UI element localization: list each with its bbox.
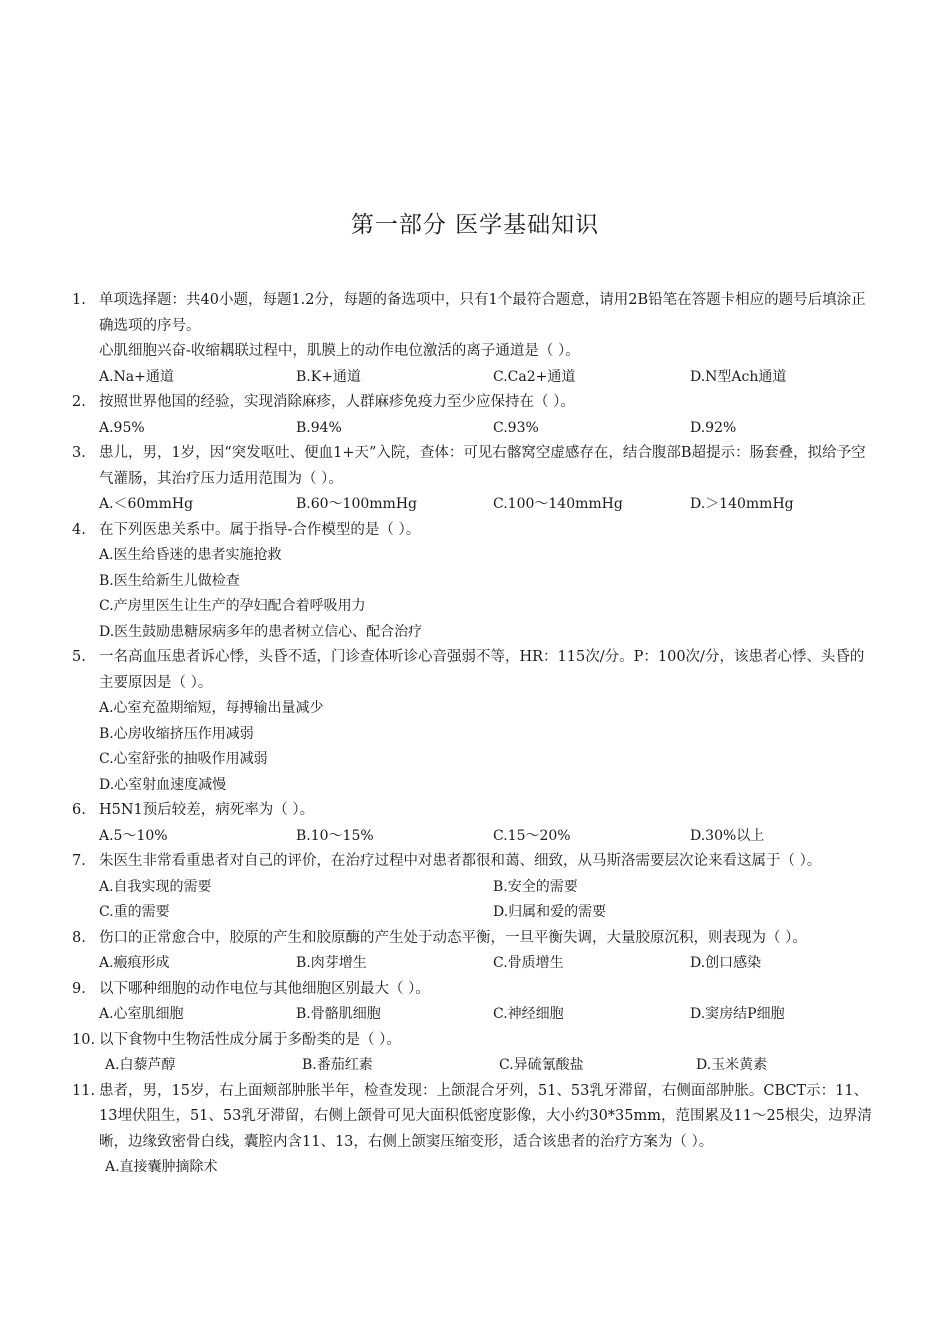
question-stem: 患者，男，15岁，右上面颊部肿胀半年，检查发现：上颌混合牙列，51、53乳牙滞留，右侧面部肿胀。CBCT示：11、13埋伏阻生，51、53乳牙滞留，右侧上颌骨可见大面积低密度影像，大小约30*35mm，范围累及11～25根尖，边界清晰，边缘致密骨白线，囊腔内含11、13，右侧上颌窦压缩变形，适合该患者的治疗方案为（ ）。 — [99, 1082, 872, 1150]
option-c[interactable]: C.心室舒张的抽吸作用减弱 — [99, 751, 268, 767]
option-b[interactable]: B.10～15% — [296, 827, 374, 844]
option-a[interactable]: A.5～10% — [99, 827, 168, 844]
question-number: 5. — [72, 649, 86, 665]
question-11 — [0, 1079, 950, 1181]
question-stem: 在下列医患关系中。属于指导-合作模型的是（ ）。 — [99, 521, 421, 538]
option-b[interactable]: B.安全的需要 — [493, 878, 578, 895]
option-a[interactable]: A.瘢痕形成 — [99, 955, 170, 971]
options-row — [99, 951, 872, 977]
options-row — [99, 875, 872, 901]
option-c[interactable]: C.神经细胞 — [493, 1006, 564, 1022]
options-row — [99, 1002, 872, 1028]
option-b[interactable]: B.番茄红素 — [302, 1057, 373, 1073]
option-a[interactable]: A.＜60mmHg — [99, 496, 194, 512]
option-a[interactable]: A.自我实现的需要 — [99, 878, 212, 895]
question-stem: 按照世界他国的经验，实现消除麻疹，人群麻疹免疫力至少应保持在（ ）。 — [99, 394, 575, 410]
option-c[interactable]: C.重的需要 — [99, 904, 170, 920]
option-a[interactable]: A.直接囊肿摘除术 — [105, 1159, 218, 1175]
question-number: 4. — [72, 521, 86, 538]
question-stem: 单项选择题：共40小题，每题1.2分，每题的备选项中，只有1个最符合题意，请用2B铅笔在答题卡相应的题号后填涂正确选项的序号。 — [99, 292, 866, 334]
option-d[interactable]: D.92% — [690, 419, 737, 436]
question-stem: 伤口的正常愈合中，胶原的产生和胶原酶的产生处于动态平衡，一旦平衡失调，大量胶原沉积，则表现为（ ）。 — [99, 929, 807, 946]
option-b[interactable]: B.肉芽增生 — [296, 955, 367, 971]
option-b[interactable]: B.骨骼肌细胞 — [296, 1006, 381, 1022]
options-row — [99, 900, 872, 926]
question-1 — [0, 288, 950, 390]
option-b[interactable]: B.K+通道 — [296, 368, 361, 385]
question-list — [0, 288, 950, 1181]
question-9 — [0, 977, 950, 1028]
question-number: 2. — [72, 394, 86, 410]
option-d[interactable]: D.创口感染 — [690, 955, 762, 971]
options-row — [99, 365, 872, 391]
option-d[interactable]: D.窦房结P细胞 — [690, 1006, 785, 1022]
option-a[interactable]: A.心室充盈期缩短，每搏输出量减少 — [99, 700, 324, 716]
option-a[interactable]: A.白藜芦醇 — [105, 1057, 176, 1073]
question-7 — [0, 849, 950, 926]
question-stem: 一名高血压患者诉心悸，头昏不适，门诊查体听诊心音强弱不等，HR：115次/分。P：100次/分，该患者心悸、头昏的主要原因是（ ）。 — [99, 649, 865, 691]
options-row — [99, 492, 872, 518]
options-row — [99, 824, 872, 850]
question-6 — [0, 798, 950, 849]
question-4 — [0, 518, 950, 646]
question-number: 10. — [72, 1031, 96, 1048]
question-number: 1. — [72, 292, 86, 308]
option-b[interactable]: B.94% — [296, 419, 342, 436]
question-number: 8. — [72, 929, 86, 946]
option-d[interactable]: D.玉米黄素 — [696, 1057, 768, 1073]
option-d[interactable]: D.心室射血速度减慢 — [99, 776, 227, 793]
question-number: 11. — [72, 1082, 96, 1099]
question-stem: 心肌细胞兴奋-收缩耦联过程中，肌膜上的动作电位激活的离子通道是（ ）。 — [99, 343, 580, 359]
option-d[interactable]: D.归属和爱的需要 — [493, 904, 607, 920]
question-stem: 以下食物中生物活性成分属于多酚类的是（ ）。 — [99, 1031, 401, 1048]
question-number: 3. — [72, 445, 86, 461]
question-8 — [0, 926, 950, 977]
option-b[interactable]: B.医生给新生儿做检查 — [99, 572, 240, 589]
option-c[interactable]: C.产房里医生让生产的孕妇配合着呼吸用力 — [99, 598, 366, 614]
question-3 — [0, 441, 950, 518]
option-c[interactable]: C.15～20% — [493, 827, 571, 844]
option-c[interactable]: C.100～140mmHg — [493, 496, 623, 512]
question-2 — [0, 390, 950, 441]
option-a[interactable]: A.心室肌细胞 — [99, 1006, 184, 1022]
option-c[interactable]: C.骨质增生 — [493, 955, 564, 971]
page-title: 第一部分 医学基础知识 — [350, 212, 600, 238]
option-d[interactable]: D.＞140mmHg — [690, 496, 794, 512]
question-stem: 以下哪种细胞的动作电位与其他细胞区别最大（ ）。 — [99, 980, 430, 997]
option-a[interactable]: A.95% — [99, 419, 145, 436]
question-number: 9. — [72, 980, 86, 997]
question-stem: 朱医生非常看重患者对自己的评价，在治疗过程中对患者都很和蔼、细致，从马斯洛需要层次论来看这属于（ ）。 — [99, 853, 822, 869]
option-b[interactable]: B.心房收缩挤压作用减弱 — [99, 725, 254, 742]
question-stem: H5N1预后较差，病死率为（ ）。 — [99, 802, 315, 818]
option-c[interactable]: C.异硫氰酸盐 — [499, 1057, 584, 1073]
option-b[interactable]: B.60～100mmHg — [296, 496, 417, 512]
options-row — [99, 1053, 872, 1079]
option-c[interactable]: C.Ca2+通道 — [493, 368, 576, 385]
question-number: 6. — [72, 802, 86, 818]
question-5 — [0, 645, 950, 798]
option-d[interactable]: D.医生鼓励患糖尿病多年的患者树立信心、配合治疗 — [99, 623, 423, 640]
option-a[interactable]: A.医生给昏迷的患者实施抢救 — [99, 547, 282, 563]
option-a[interactable]: A.Na+通道 — [99, 368, 174, 385]
question-stem: 患儿，男，1岁，因“突发呕吐、便血1+天”入院，查体：可见右髂窝空虚感存在，结合腹部B超提示：肠套叠，拟给予空气灌肠，其治疗压力适用范围为（ ）。 — [99, 445, 866, 487]
option-c[interactable]: C.93% — [493, 419, 539, 436]
option-d[interactable]: D.N型Ach通道 — [690, 368, 787, 385]
option-d[interactable]: D.30%以上 — [690, 827, 765, 844]
options-row — [99, 416, 872, 442]
question-number: 7. — [72, 853, 86, 869]
question-10 — [0, 1028, 950, 1079]
